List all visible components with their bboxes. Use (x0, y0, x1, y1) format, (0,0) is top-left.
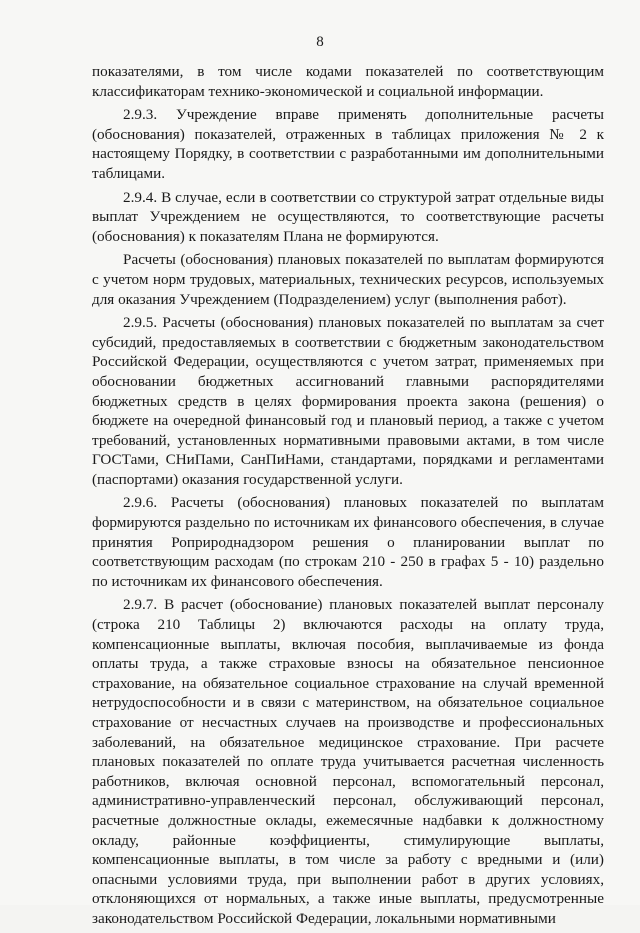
document-body (92, 62, 604, 933)
paragraph-2-9-6: 2.9.6. Расчеты (обоснования) плановых показателей по выплатам формируются раздельно по источникам их финансового обеспечения, в случае принятия Роприроднадзором решения о планировании выплат по соответствующим расходам (по строкам 210 - 250 в графах 5 - 10) раздельно по источникам их финансового обеспечения. (92, 494, 604, 590)
paragraph-2-9-3: 2.9.3. Учреждение вправе применять дополнительные расчеты (обоснования) показателей, отраженных в таблицах приложения № 2 к настоящему Порядку, в соответствии с разработанными им дополнительными таблицами. (92, 106, 604, 182)
paragraph-continuation: показателями, в том числе кодами показателей по соответствующим классификаторам технико-экономической и социальной информации. (92, 63, 604, 100)
page-number: 8 (316, 34, 324, 50)
paragraph-calculation-norms: Расчеты (обоснования) плановых показателей по выплатам формируются с учетом норм трудовых, материальных, технических ресурсов, используемых для оказания Учреждением (Подразделением) услуг (выполнения работ). (92, 251, 604, 308)
paragraph-2-9-5: 2.9.5. Расчеты (обоснования) плановых показателей по выплатам за счет субсидий, предоставляемых в соответствии с бюджетным законодательством Российской Федерации, осуществляются с учетом затрат, применяемых при обосновании бюджетных ассигнований главными распорядителями бюджетных средств в целях формирования проекта закона (решения) о бюджете на очередной финансовый год и плановый период, а также с учетом требований, установленных нормативными правовыми актами, в том числе ГОСТами, СНиПами, СанПиНами, стандартами, порядками и регламентами (паспортами) оказания государственной услуги. (92, 314, 604, 488)
paragraph-2-9-7: 2.9.7. В расчет (обоснование) плановых показателей выплат персоналу (строка 210 Таблицы 2) включаются расходы на оплату труда, компенсационные выплаты, включая пособия, выплачиваемые из фонда оплаты труда, а также страховые взносы на обязательное пенсионное страхование, на обязательное социальное страхование на случай временной нетрудоспособности и в связи с материнством, на обязательное социальное страхование от несчастных случаев на производстве и профессиональных заболеваний, на обязательное медицинское страхование. При расчете плановых показателей по оплате труда учитывается расчетная численность работников, включая основной персонал, вспомогательный персонал, административно-управленческий персонал, обслуживающий персонал, расчетные должностные оклады, ежемесячные надбавки к должностному окладу, районные коэффициенты, стимулирующие выплаты, компенсационные выплаты, в том числе за работу с вредными и (или) опасными условиями труда, при выполнении работ в других условиях, отклоняющихся от нормальных, а также иные выплаты, предусмотренные законодательством Российской Федерации, локальными нормативными (92, 596, 604, 927)
paragraph-2-9-4: 2.9.4. В случае, если в соответствии со структурой затрат отдельные виды выплат Учреждением не осуществляются, то соответствующие расчеты (обоснования) к показателям Плана не формируются. (92, 188, 604, 245)
